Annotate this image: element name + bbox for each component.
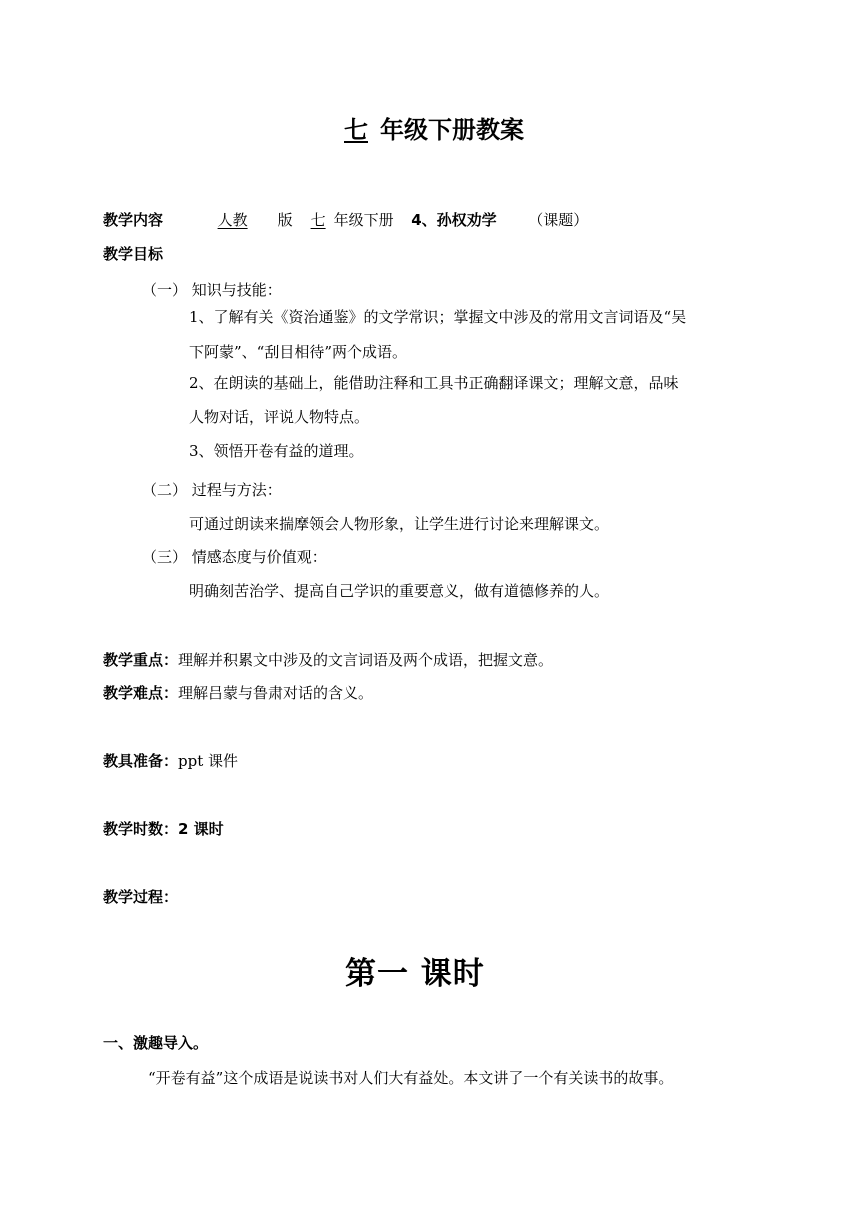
goal-1-item-2-line-1: 2、在朗读的基础上，能借助注释和工具书正确翻译课文；理解文意，品味 [189, 374, 679, 392]
hours-label: 教学时数： [103, 820, 179, 838]
goal-1-item-1-line-1: 1、了解有关《资治通鉴》的文学常识；掌握文中涉及的常用文言词语及“吴 [189, 308, 687, 326]
title-grade: 七 [344, 116, 368, 144]
tools-row [103, 750, 238, 772]
key-point-label: 教学重点： [103, 651, 179, 669]
hours-row [103, 818, 224, 840]
section-one-text: “开卷有益”这个成语是说读书对人们大有益处。本文讲了一个有关读书的故事。 [148, 1069, 674, 1087]
tools-label: 教具准备： [103, 752, 179, 770]
tools-text: ppt 课件 [178, 752, 239, 770]
grade-field: 七 [310, 211, 326, 229]
goal-section-3-text: 明确刻苦治学、提高自己学识的重要意义，做有道德修养的人。 [189, 582, 610, 600]
hours-text: 2 课时 [178, 820, 224, 838]
lesson-heading: 第一 课时 [345, 956, 485, 992]
topic-note: （课题） [528, 211, 589, 229]
lesson-name: 4、孙权劝学 [411, 211, 497, 229]
goals-label: 教学目标 [103, 245, 164, 263]
difficulty-row [103, 682, 373, 704]
goal-1-item-3: 3、领悟开卷有益的道理。 [189, 442, 364, 460]
content-label: 教学内容 [103, 211, 164, 229]
title-rest: 年级下册教案 [380, 116, 524, 144]
goal-1-item-2-line-2: 人物对话，评说人物特点。 [189, 408, 370, 426]
page-title [332, 110, 524, 145]
key-point-text: 理解并积累文中涉及的文言词语及两个成语，把握文意。 [178, 651, 554, 669]
goal-1-item-1-line-2: 下阿蒙”、“刮目相待”两个成语。 [189, 343, 408, 361]
ban-text: 版 [277, 211, 293, 229]
goal-section-2-text: 可通过朗读来揣摩领会人物形象，让学生进行讨论来理解课文。 [189, 515, 610, 533]
section-one-heading: 一、激趣导入。 [103, 1034, 209, 1052]
goal-section-1-label: （一） 知识与技能： [142, 281, 282, 299]
key-point-row [103, 649, 553, 671]
goal-section-3-label: （三） 情感态度与价值观： [142, 548, 327, 566]
goal-section-2-label: （二） 过程与方法： [142, 481, 282, 499]
process-label: 教学过程： [103, 888, 179, 906]
content-row [103, 209, 588, 231]
publisher-field: 人教 [217, 211, 248, 229]
difficulty-label: 教学难点： [103, 684, 179, 702]
difficulty-text: 理解吕蒙与鲁肃对话的含义。 [178, 684, 374, 702]
grade-suffix: 年级下册 [333, 211, 394, 229]
